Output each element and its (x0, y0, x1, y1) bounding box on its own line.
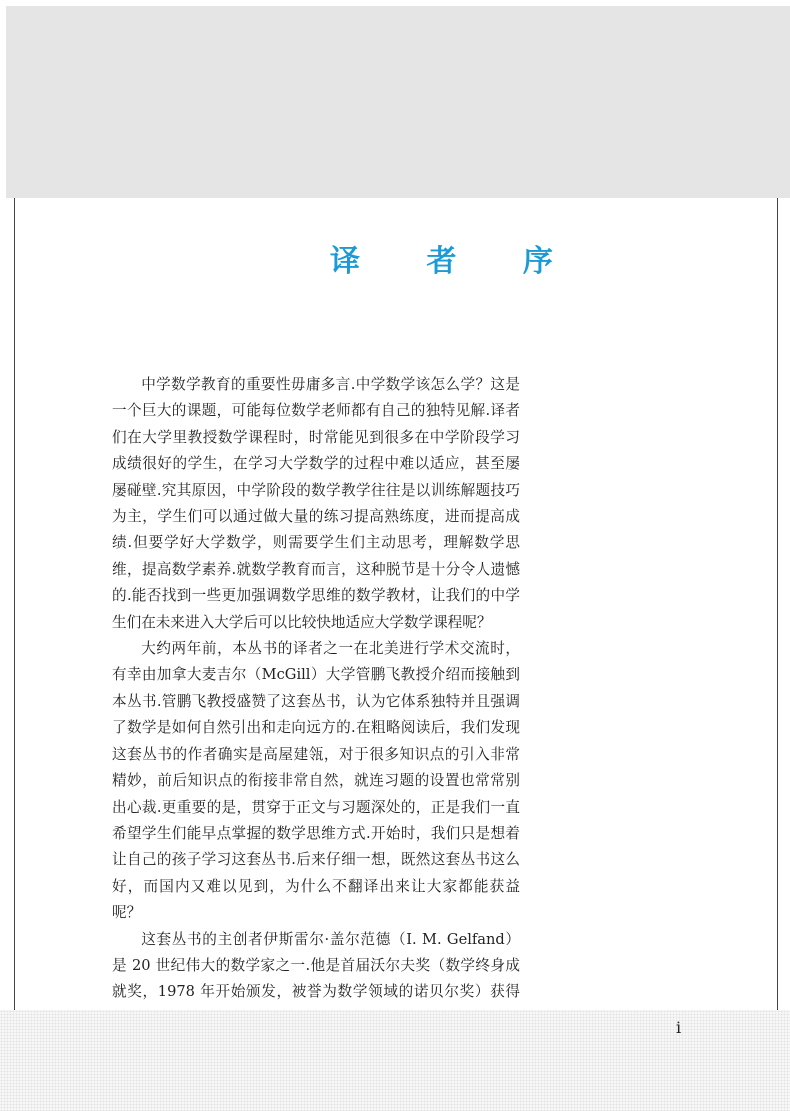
paragraph-1: 中学数学教育的重要性毋庸多言.中学数学该怎么学？这是一个巨大的课题，可能每位数学老师都有自己的独特见解.译者们在大学里教授数学课程时，时常能见到很多在中学阶段学习成绩很好的学生，在学习大学数学的过程中难以适应，甚至屡屡碰壁.究其原因，中学阶段的数学教学往往是以训练解题技巧为主，学生们可以通过做大量的练习提高熟练度，进而提高成绩.但要学好大学数学，则需要学生们主动思考，理解数学思维，提高数学素养.就数学教育而言，这种脱节是十分令人遗憾的.能否找到一些更加强调数学思维的数学教材，让我们的中学生们在未来进入大学后可以比较快地适应大学数学课程呢？ (112, 376, 520, 631)
page-title: 译 者 序 (330, 244, 581, 279)
footer-band (0, 1010, 790, 1111)
paragraph-3: 这套丛书的主创者伊斯雷尔·盖尔范德（I. M. Gelfand）是 20 世纪伟大的数学家之一.他是首届沃尔夫奖（数学终身成就奖，1978 年开始颁发，被誉为数学领域的诺贝尔奖）获得 (112, 930, 520, 1001)
paragraph-2: 大约两年前，本丛书的译者之一在北美进行学术交流时，有幸由加拿大麦吉尔（McGill）大学管鹏飞教授介绍而接触到本丛书.管鹏飞教授盛赞了这套丛书，认为它体系独特并且强调了数学是如何自然引出和走向远方的.在粗略阅读后，我们发现这套丛书的作者确实是高屋建瓴，对于很多知识点的引入非常精妙，前后知识点的衔接非常自然，就连习题的设置也常常别出心裁.更重要的是，贯穿于正文与习题深处的，正是我们一直希望学生们能早点掌握的数学思维方式.开始时，我们只是想着让自己的孩子学习这套丛书.后来仔细一想，既然这套丛书这么好，而国内又难以见到，为什么不翻译出来让大家都能获益呢？ (112, 640, 520, 922)
right-margin-rule (777, 198, 778, 1010)
header-band (6, 6, 790, 198)
page-number: i (676, 1018, 682, 1037)
left-margin-rule (14, 198, 15, 1010)
preface-body (112, 372, 520, 1032)
